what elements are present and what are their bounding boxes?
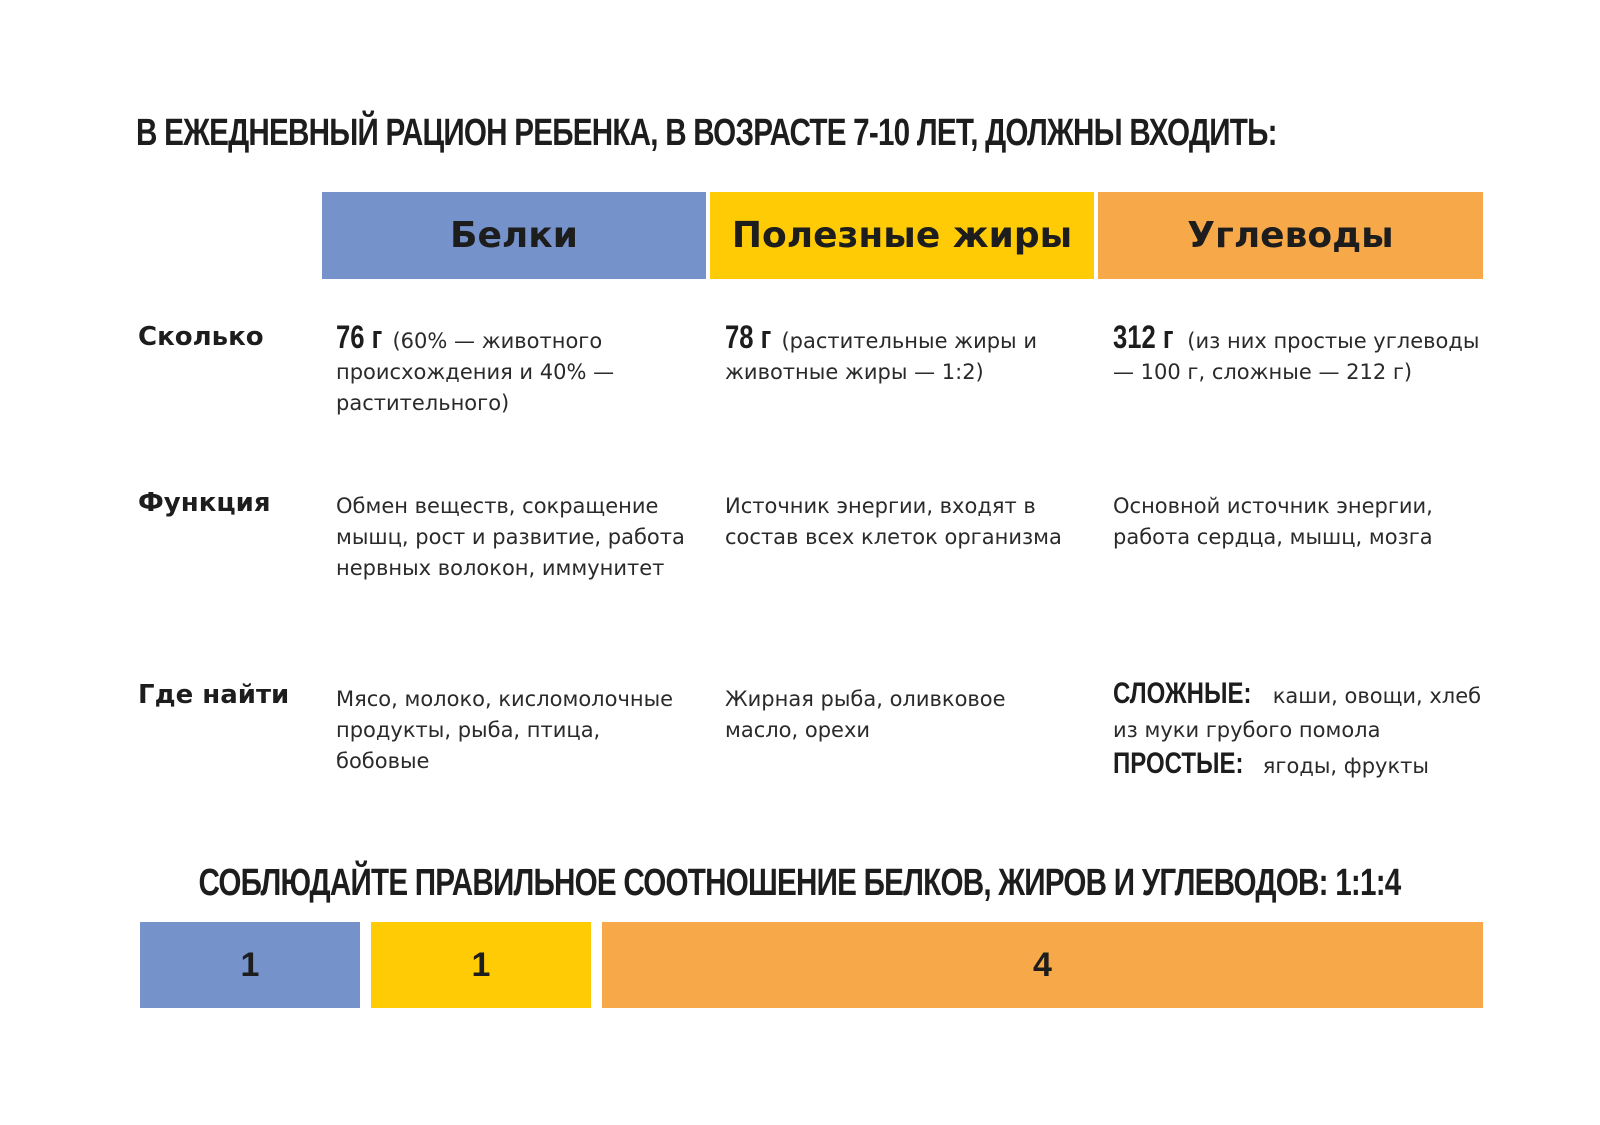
row-label-amount: Сколько <box>138 322 264 352</box>
ratio-bar-fat: 1 <box>371 922 591 1008</box>
cell-amount-protein <box>336 319 686 419</box>
complex-carbs-label: СЛОЖНЫЕ: <box>1113 677 1252 710</box>
amount-value: 312 г <box>1113 319 1174 355</box>
cell-function-fat: Источник энергии, входят в состав всех клеток организма <box>725 494 1062 549</box>
complex-carbs-text: каши, овощи, хлеб из муки грубого помола <box>1113 684 1482 742</box>
cell-amount-carbs <box>1113 319 1493 388</box>
ratio-bar-protein: 1 <box>140 922 360 1008</box>
ratio-title <box>0 862 1600 905</box>
column-header-carbs: Углеводы <box>1098 192 1483 279</box>
column-header-protein: Белки <box>322 192 706 279</box>
row-label-function: Функция <box>138 488 271 518</box>
cell-amount-fat <box>725 319 1075 388</box>
simple-carbs-label: ПРОСТЫЕ: <box>1113 747 1244 780</box>
cell-sources-protein: Мясо, молоко, кисломолочные продукты, рыба, птица, бобовые <box>336 687 674 773</box>
amount-note: (растительные жиры и животные жиры — 1:2) <box>725 329 1037 384</box>
amount-note: (60% — животного происхождения и 40% — растительного) <box>336 329 615 415</box>
row-label-sources: Где найти <box>138 680 290 710</box>
cell-function-protein: Обмен веществ, сокращение мышц, рост и развитие, работа нервных волокон, иммунитет <box>336 494 685 580</box>
ratio-bar-carbs: 4 <box>602 922 1483 1008</box>
cell-sources-carbs <box>1113 677 1493 783</box>
ratio-title-text: СОБЛЮДАЙТЕ ПРАВИЛЬНОЕ СООТНОШЕНИЕ БЕЛКОВ, ЖИРОВ И УГЛЕВОДОВ: 1:1:4 <box>198 862 1402 904</box>
amount-value: 76 г <box>336 319 383 355</box>
page-title: В ЕЖЕДНЕВНЫЙ РАЦИОН РЕБЕНКА, В ВОЗРАСТЕ 7-10 ЛЕТ, ДОЛЖНЫ ВХОДИТЬ: <box>136 112 1277 154</box>
cell-function-carbs: Основной источник энергии, работа сердца, мышц, мозга <box>1113 494 1433 549</box>
amount-value: 78 г <box>725 319 772 355</box>
amount-note: (из них простые углеводы — 100 г, сложные — 212 г) <box>1113 329 1480 384</box>
cell-sources-fat: Жирная рыба, оливковое масло, орехи <box>725 687 1006 742</box>
column-header-fat: Полезные жиры <box>710 192 1094 279</box>
simple-carbs-text: ягоды, фрукты <box>1256 754 1429 778</box>
